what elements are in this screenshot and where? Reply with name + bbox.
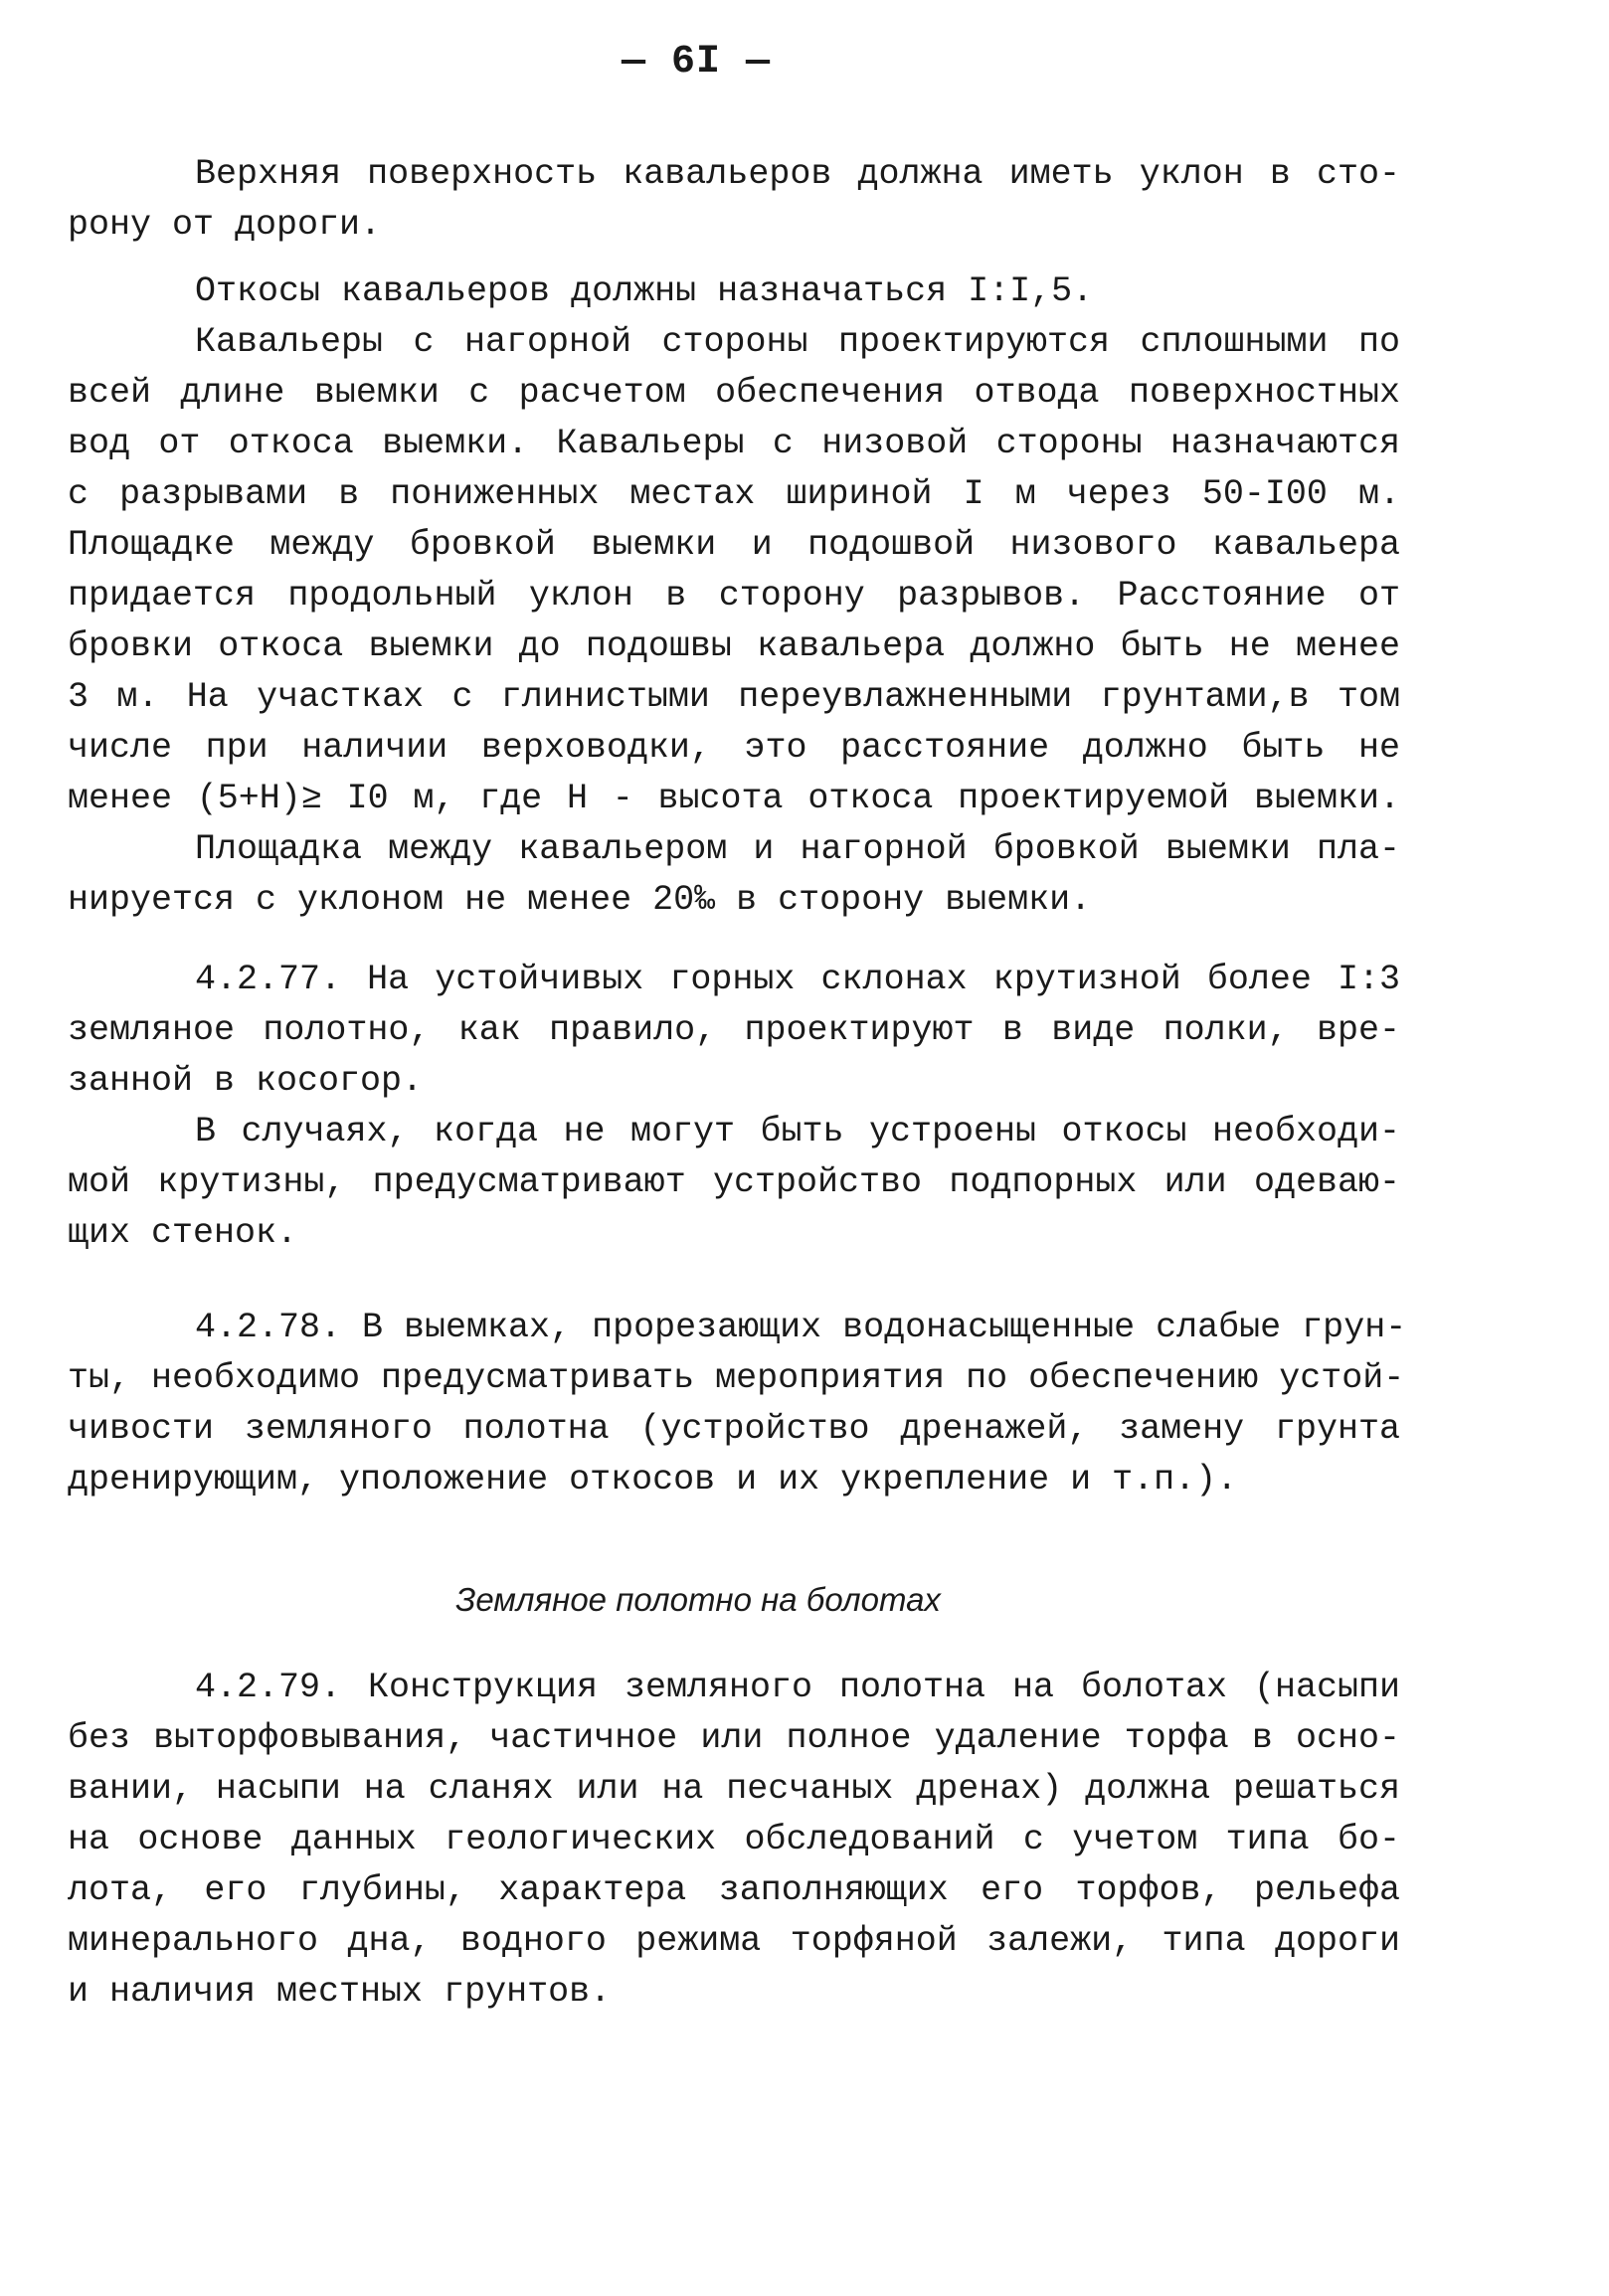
text-line: мой крутизны, предусматривают устройство подпорных или одеваю- [68, 1162, 1400, 1202]
text-line: и наличия местных грунтов. [68, 1972, 612, 2012]
text-line: 4.2.78. В выемках, прорезающих водонасыщенные слабые грун- [195, 1308, 1407, 1347]
page-number: — 6I — [621, 40, 772, 85]
paragraph-cavaliers [68, 149, 1400, 926]
text-line: Верхняя поверхность кавальеров должна иметь уклон в сто- [195, 154, 1400, 194]
text-line: лота, его глубины, характера заполняющих его торфов, рельефа [68, 1870, 1400, 1910]
text-line: бровки откоса выемки до подошвы кавальера должно быть не менее [68, 626, 1400, 666]
text-line: щих стенок. [68, 1213, 298, 1253]
text-line: нируется с уклоном не менее 20‰ в сторону выемки. [68, 880, 1092, 920]
text-line: В случаях, когда не могут быть устроены откосы необходи- [195, 1112, 1400, 1151]
text-line: без выторфовывания, частичное или полное удаление торфа в осно- [68, 1718, 1400, 1758]
text-line: 4.2.77. На устойчивых горных склонах крутизной более I:3 [195, 960, 1400, 999]
text-line: ты, необходимо предусматривать мероприятия по обеспечению устой- [68, 1358, 1405, 1398]
text-line: рону от дороги. [68, 205, 382, 245]
text-line: с разрывами в пониженных местах шириной I м через 50-I00 м. [68, 474, 1400, 514]
text-line: на основе данных геологических обследований с учетом типа бо- [68, 1820, 1400, 1859]
text-line: дренирующим, уположение откосов и их укрепление и т.п.). [68, 1460, 1238, 1500]
paragraph-4-2-77 [68, 955, 1400, 1259]
text-line: земляное полотно, как правило, проектируют в виде полки, вре- [68, 1010, 1400, 1050]
text-line: менее (5+H)≥ I0 м, где H - высота откоса проектируемой выемки. [68, 779, 1400, 818]
text-line: вод от откоса выемки. Кавальеры с низовой стороны назначаются [68, 424, 1400, 463]
text-line: Площадка между кавальером и нагорной бровкой выемки пла- [195, 829, 1400, 869]
text-line: занной в косогор. [68, 1061, 424, 1101]
text-line: вании, насыпи на сланях или на песчаных дренах) должна решаться [68, 1769, 1400, 1809]
text-line: 4.2.79. Конструкция земляного полотна на болотах (насыпи [195, 1668, 1400, 1707]
text-line: Площадке между бровкой выемки и подошвой низового кавальера [68, 525, 1400, 565]
paragraph-4-2-79 [68, 1663, 1400, 2018]
text-line: 3 м. На участках с глинистыми переувлажненными грунтами,в том [68, 677, 1400, 717]
paragraph-4-2-78 [68, 1303, 1407, 1505]
section-heading: Земляное полотно на болотах [455, 1581, 941, 1618]
text-line: минерального дна, водного режима торфяной залежи, типа дороги [68, 1921, 1400, 1961]
text-line: чивости земляного полотна (устройство дренажей, замену грунта [68, 1409, 1400, 1449]
text-line: придается продольный уклон в сторону разрывов. Расстояние от [68, 576, 1400, 616]
text-line: всей длине выемки с расчетом обеспечения отвода поверхностных [68, 373, 1400, 413]
text-line: Откосы кавальеров должны назначаться I:I,5. [195, 271, 1094, 311]
text-line: числе при наличии верховодки, это расстояние должно быть не [68, 728, 1400, 768]
text-line: Кавальеры с нагорной стороны проектируются сплошными по [195, 322, 1400, 362]
